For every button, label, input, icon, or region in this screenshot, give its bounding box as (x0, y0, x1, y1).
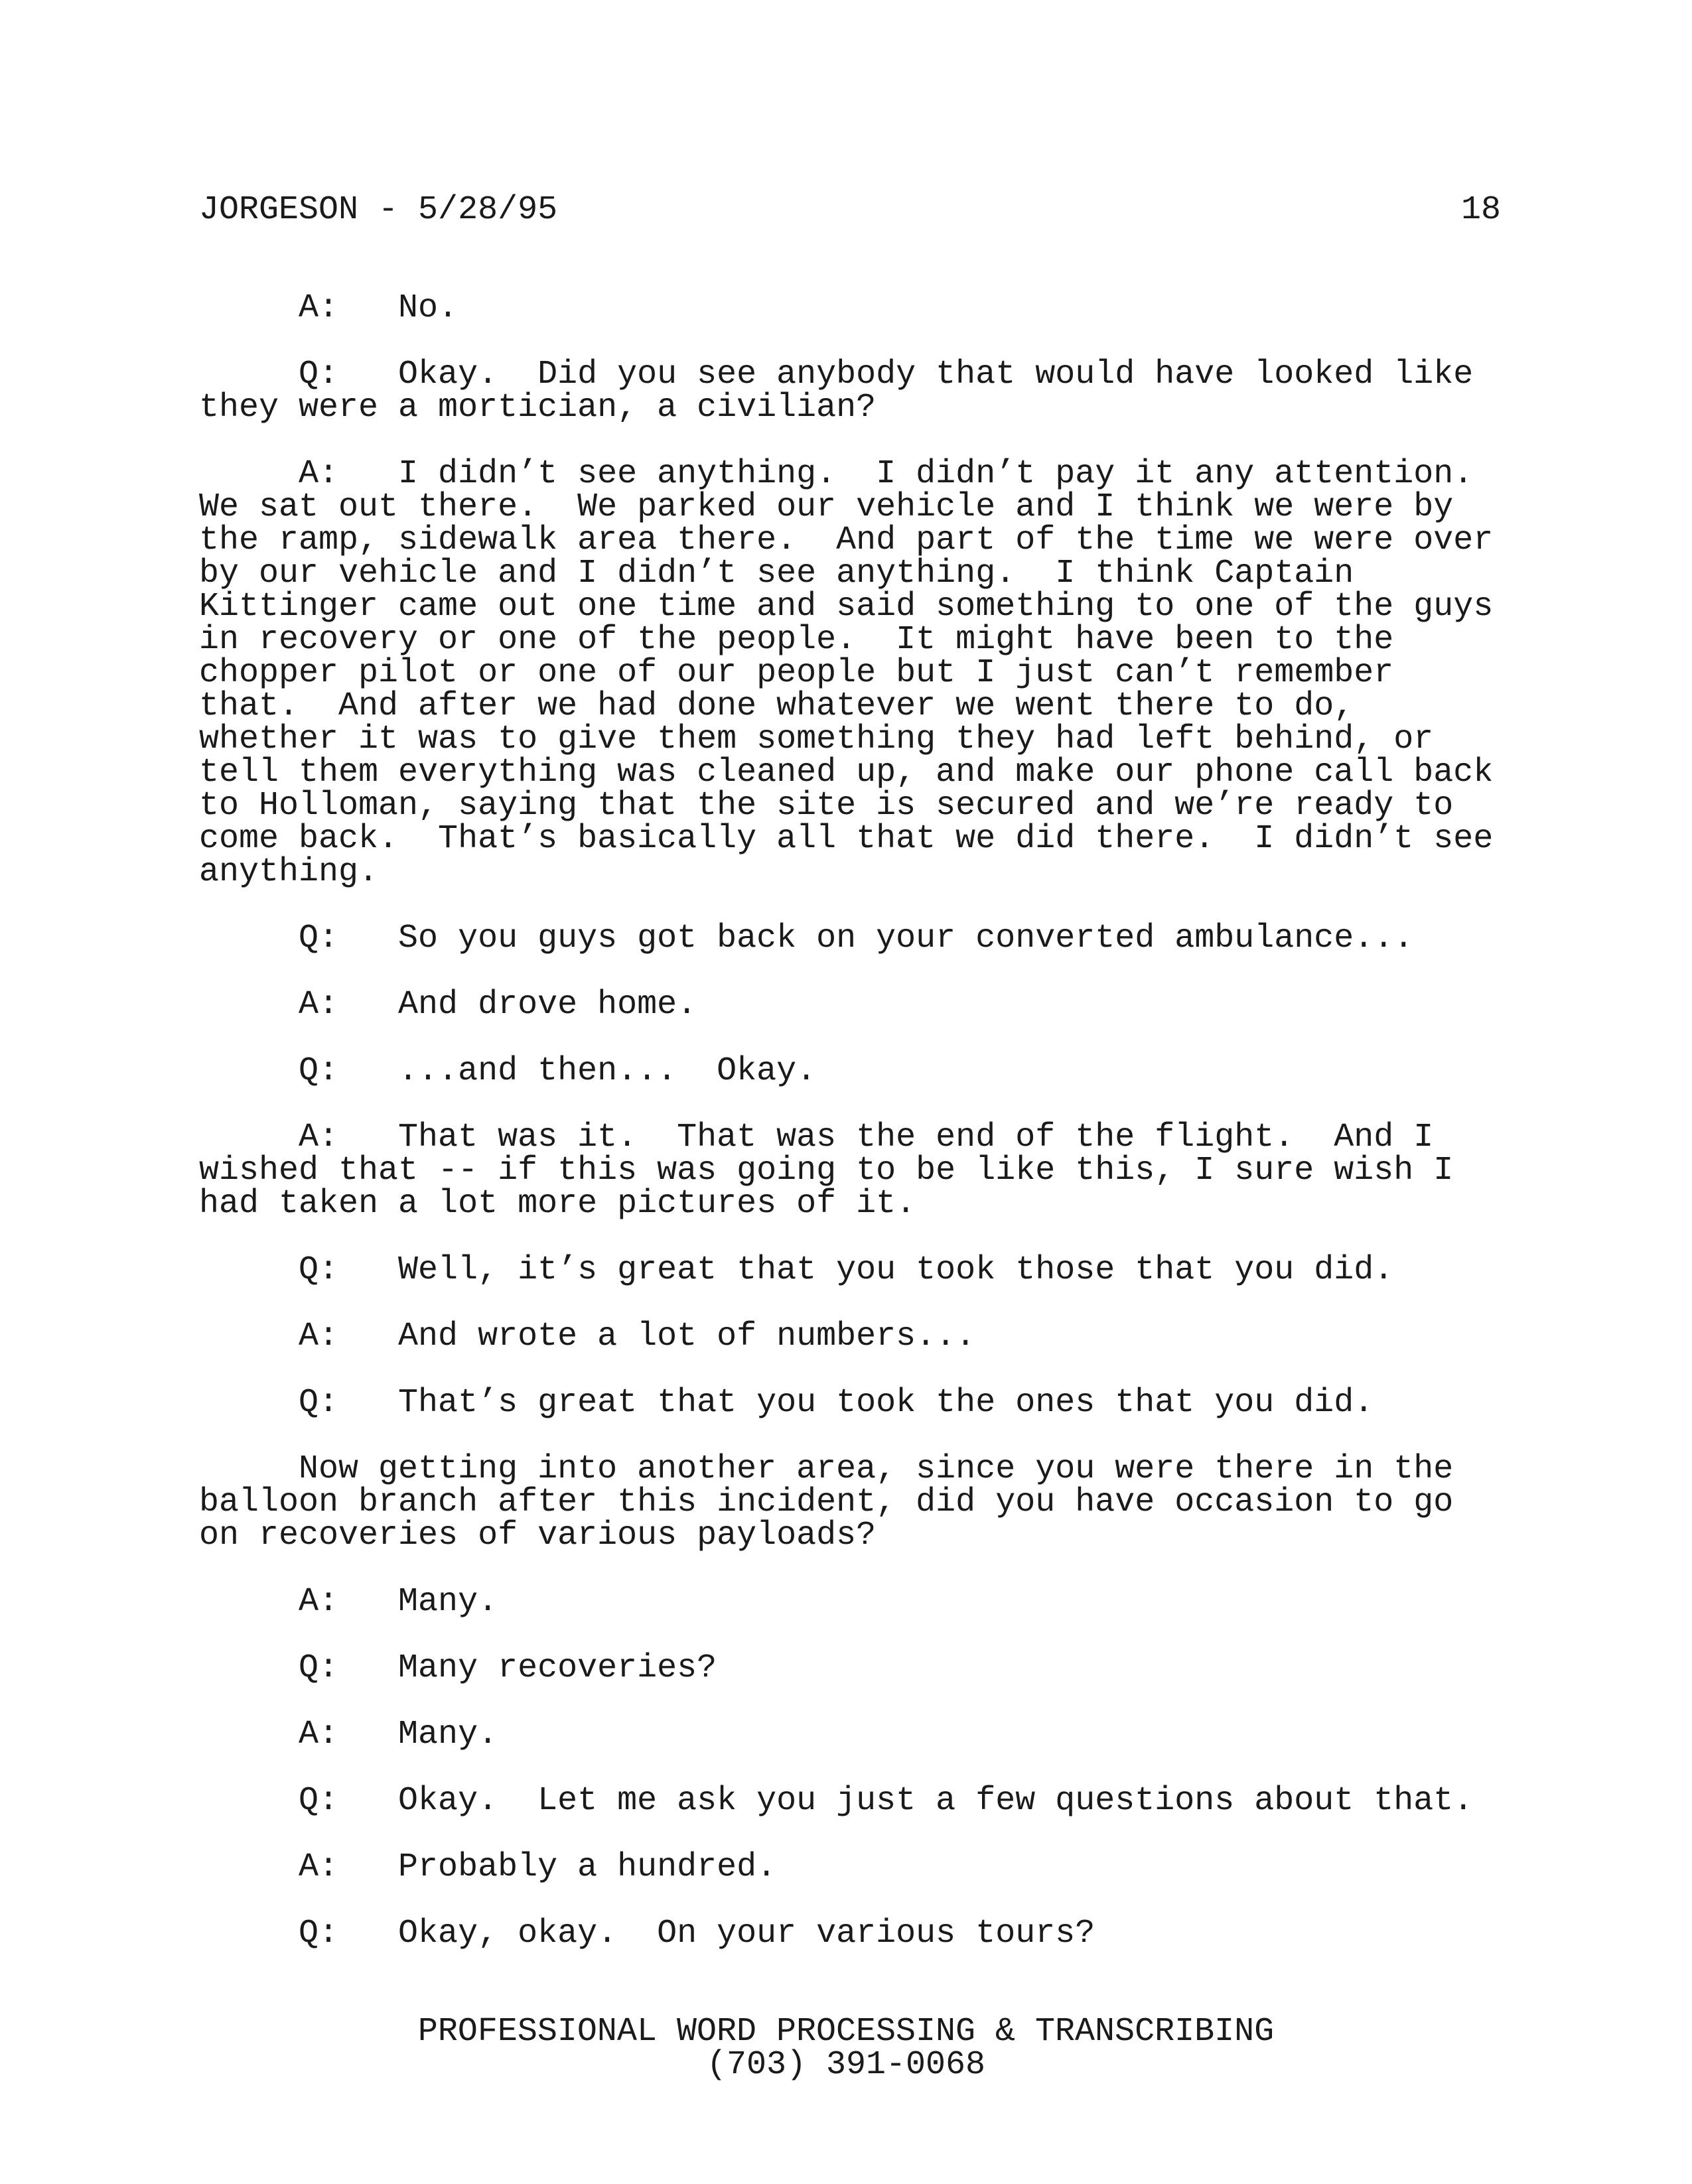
text-line: A: And drove home. (199, 986, 697, 1024)
transcript-paragraph (199, 1121, 1501, 1221)
text-line: Q: Many recoveries? (199, 1649, 717, 1687)
text-line: Q: Okay, okay. On your various tours? (199, 1915, 1095, 1952)
text-line: A: No. (199, 289, 458, 327)
transcript-body (199, 289, 1501, 1984)
text-line: balloon branch after this incident, did you have occasion to go (199, 1483, 1454, 1521)
text-line: A: That was it. That was the end of the flight. And I (199, 1119, 1434, 1156)
page-footer (0, 2015, 1692, 2082)
text-line: A: I didn’t see anything. I didn’t pay it any attention. (199, 455, 1474, 493)
text-line: wished that -- if this was going to be like this, I sure wish I (199, 1152, 1454, 1190)
text-line: they were a mortician, a civilian? (199, 389, 877, 427)
transcript-paragraph (199, 922, 1501, 955)
text-line: Now getting into another area, since you were there in the (199, 1450, 1454, 1488)
text-line: Kittinger came out one time and said something to one of the guys (199, 588, 1494, 626)
text-line: whether it was to give them something they had left behind, or (199, 720, 1434, 758)
transcript-paragraph (199, 1649, 1501, 1687)
text-line: tell them everything was cleaned up, and make our phone call back (199, 754, 1494, 791)
transcript-paragraph (199, 1450, 1501, 1554)
text-line: had taken a lot more pictures of it. (199, 1185, 916, 1223)
transcript-paragraph (199, 1718, 1501, 1751)
transcriber-name: PROFESSIONAL WORD PROCESSING & TRANSCRIBING (417, 2013, 1275, 2051)
transcript-paragraph (199, 1320, 1501, 1353)
transcript-paragraph (199, 1384, 1501, 1422)
text-line: chopper pilot or one of our people but I just can’t remember (199, 654, 1394, 692)
transcript-paragraph (199, 1251, 1501, 1289)
text-line: Q: ...and then... Okay. (199, 1052, 817, 1090)
transcript-paragraph (199, 1917, 1501, 1950)
text-line: that. And after we had done whatever we went there to do, (199, 687, 1354, 725)
page-header (199, 191, 1501, 229)
transcript-paragraph (199, 358, 1501, 425)
page-number: 18 (1460, 191, 1501, 229)
text-line: A: Many. (199, 1716, 498, 1753)
text-line: A: And wrote a lot of numbers... (199, 1318, 976, 1355)
transcript-paragraph (199, 289, 1501, 327)
text-line: the ramp, sidewalk area there. And part of the time we were over (199, 521, 1494, 559)
transcript-paragraph (199, 986, 1501, 1024)
text-line: in recovery or one of the people. It might have been to the (199, 621, 1394, 659)
text-line: A: Probably a hundred. (199, 1848, 777, 1886)
text-line: anything. (199, 853, 379, 891)
text-line: to Holloman, saying that the site is secured and we’re ready to (199, 787, 1454, 825)
text-line: by our vehicle and I didn’t see anything. I think Captain (199, 555, 1354, 592)
text-line: Q: Well, it’s great that you took those that you did. (199, 1251, 1394, 1289)
text-line: We sat out there. We parked our vehicle and I think we were by (199, 488, 1454, 526)
text-line: come back. That’s basically all that we did there. I didn’t see (199, 820, 1494, 858)
transcript-paragraph (199, 455, 1501, 891)
transcript-title: JORGESON - 5/28/95 (199, 191, 558, 229)
transcript-paragraph (199, 1583, 1501, 1621)
transcript-paragraph (199, 1782, 1501, 1820)
transcript-paragraph (199, 1052, 1501, 1090)
text-line: Q: Okay. Did you see anybody that would have looked like (199, 356, 1474, 393)
text-line: Q: Okay. Let me ask you just a few questions about that. (199, 1782, 1474, 1820)
transcriber-phone: (703) 391-0068 (706, 2046, 986, 2084)
text-line: Q: So you guys got back on your converted ambulance... (199, 920, 1414, 957)
text-line: A: Many. (199, 1583, 498, 1621)
transcript-paragraph (199, 1848, 1501, 1886)
text-line: on recoveries of various payloads? (199, 1517, 877, 1554)
text-line: Q: That’s great that you took the ones that you did. (199, 1384, 1374, 1422)
